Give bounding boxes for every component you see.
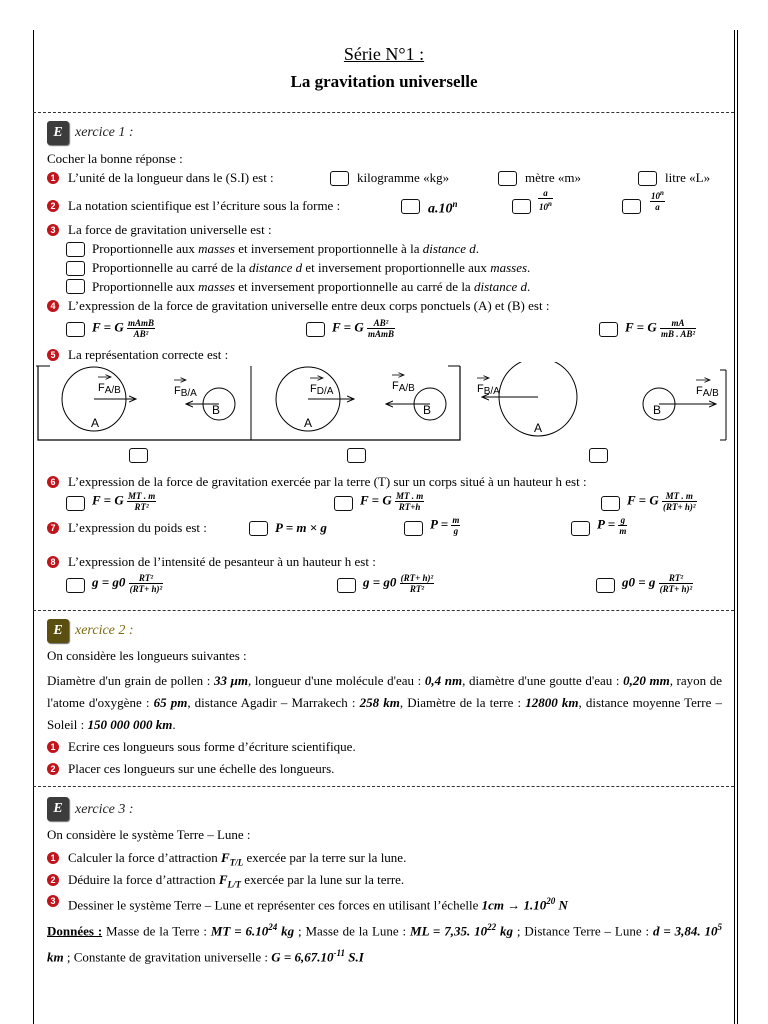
ex3-q2-text: Déduire la force d’attraction $F_{L/T}$ exercée par la lune sur la terre. bbox=[68, 872, 405, 890]
q4-option-3-checkbox[interactable] bbox=[599, 322, 618, 337]
q6-option-3-checkbox[interactable] bbox=[601, 496, 620, 511]
question-number: 1 bbox=[47, 852, 59, 864]
question-number: 4 bbox=[47, 300, 59, 312]
q1-option-2-checkbox[interactable] bbox=[498, 171, 517, 186]
q2-option-2-formula: $\frac{a}{10^n}$ bbox=[539, 188, 552, 212]
q1-option-1-checkbox[interactable] bbox=[330, 171, 349, 186]
q6-option-1-formula: F = G $\frac{MT . m}{\text{RT²}}$ bbox=[92, 491, 156, 512]
q3-option-2-label: Proportionnelle au carré de la distance d et inversement proportionnelle aux masses. bbox=[92, 260, 531, 275]
q4-option-1-formula: F = G $\frac{\text{mAmB}}{\text{AB²}}$ bbox=[92, 318, 154, 339]
q4-option-2-checkbox[interactable] bbox=[306, 322, 325, 337]
d2-force-b: FA/B bbox=[392, 380, 415, 394]
q3-option-3-label: Proportionnelle aux masses et inversement proportionnelle au carré de la distance d. bbox=[92, 279, 531, 294]
q2-option-3-checkbox[interactable] bbox=[622, 199, 641, 214]
d1-force-a: FA/B bbox=[98, 382, 121, 396]
series-title: Série N°1 : bbox=[343, 44, 425, 64]
q5-option-1-checkbox[interactable] bbox=[129, 448, 148, 463]
q4-text: L’expression de la force de gravitation universelle entre deux corps ponctuels (A) et (B) est : bbox=[68, 298, 550, 313]
d1-force-b: FB/A bbox=[174, 385, 197, 399]
question-number: 6 bbox=[47, 476, 59, 488]
right-border-double bbox=[737, 30, 738, 1024]
question-number: 2 bbox=[47, 200, 59, 212]
q8-option-3-checkbox[interactable] bbox=[596, 578, 615, 593]
q8-text: L’expression de l’intensité de pesanteur à un hauteur h est : bbox=[68, 554, 376, 569]
q3-option-3-checkbox[interactable] bbox=[66, 279, 85, 294]
q7-option-3-checkbox[interactable] bbox=[571, 521, 590, 536]
exercise-1-intro: Cocher la bonne réponse : bbox=[47, 151, 183, 166]
q8-option-1-formula: g = g0 $\frac{\text{RT²}}{\text{(RT+ h)²}}$ bbox=[92, 573, 163, 594]
q7-option-2-checkbox[interactable] bbox=[404, 521, 423, 536]
q6-option-2-checkbox[interactable] bbox=[334, 496, 353, 511]
q5-diagrams bbox=[36, 362, 736, 446]
section-divider bbox=[33, 112, 734, 113]
ex3-q1-text: Calculer la force d’attraction $F_{T/L}$ exercée par la terre sur la lune. bbox=[68, 850, 407, 868]
d1-body-a: A bbox=[91, 416, 100, 430]
diagram-2 bbox=[276, 367, 446, 431]
exercise-1-badge: E bbox=[47, 121, 69, 145]
question-number: 1 bbox=[47, 741, 59, 753]
q6-option-1-checkbox[interactable] bbox=[66, 496, 85, 511]
q6-option-3-formula: F = G $\frac{MT . m}{\text{(RT+ h)²}}$ bbox=[627, 491, 696, 512]
d3-body-b: B bbox=[653, 403, 662, 417]
ex3-data-paragraph: Données : Masse de la Terre : MT = $6.10^{24}$ kg ; Masse de la Lune : ML = 7,35. $10^{22}$ kg ; Distance Terre – Lune : d = 3,84. $10^5$ km ; Constante de gravitation universelle : $G = 6,67.10^{-11}$ S.I bbox=[47, 922, 723, 965]
question-number: 7 bbox=[47, 522, 59, 534]
question-number: 2 bbox=[47, 763, 59, 775]
exercise-3-label: xercice 3 : bbox=[75, 802, 134, 817]
q4-option-1-checkbox[interactable] bbox=[66, 322, 85, 337]
q1-text: L’unité de la longueur dans le (S.I) est : bbox=[68, 170, 274, 185]
q3-option-1-checkbox[interactable] bbox=[66, 242, 85, 257]
q2-option-2-checkbox[interactable] bbox=[512, 199, 531, 214]
exercise-3-badge: E bbox=[47, 797, 69, 821]
q2-option-1-checkbox[interactable] bbox=[401, 199, 420, 214]
q6-option-2-formula: F = G $\frac{MT . m}{RT+h}$ bbox=[360, 491, 424, 512]
question-number: 8 bbox=[47, 556, 59, 568]
q1-option-3-label: litre «L» bbox=[665, 170, 711, 185]
q8-option-2-formula: g = g0 $\frac{\text{(RT+ h)²}}{\text{RT²}}$ bbox=[363, 573, 434, 594]
q3-option-2-checkbox[interactable] bbox=[66, 261, 85, 276]
d2-body-b: B bbox=[423, 403, 432, 417]
q3-option-1-label: Proportionnelle aux masses et inversement proportionnelle à la distance d. bbox=[92, 241, 480, 256]
exercise-2-lengths-paragraph: Diamètre d'un grain de pollen : 33 μm, longueur d'une molécule d'eau : 0,4 nm, diamètre d'une goutte d'eau : 0,20 mm, rayon de l'atome d'oxygène : 65 pm, distance Agadir – Marrakech : 258 km, Diamètre de la terre : 12800 km, distance moyenne Terre – Soleil : 150 000 000 km. bbox=[47, 673, 723, 732]
exercise-3-intro: On considère le système Terre – Lune : bbox=[47, 827, 251, 842]
q4-option-2-formula: F = G $\frac{\text{AB²}}{\text{mAmB}}$ bbox=[332, 318, 394, 339]
series-subtitle: La gravitation universelle bbox=[290, 72, 478, 91]
question-number: 2 bbox=[47, 874, 59, 886]
q1-option-1-label: kilogramme «kg» bbox=[357, 170, 450, 185]
exercise-2-badge: E bbox=[47, 619, 69, 643]
q7-text: L’expression du poids est : bbox=[68, 520, 207, 535]
q8-option-3-formula: g0 = g $\frac{\text{RT²}}{\text{(RT+ h)²}}$ bbox=[622, 573, 693, 594]
q2-option-1-formula: a.10$^n$ bbox=[428, 199, 458, 217]
q5-text: La représentation correcte est : bbox=[68, 347, 229, 362]
section-divider bbox=[33, 786, 734, 787]
q7-option-3-formula: P = $\frac{g}{m}$ bbox=[597, 515, 627, 536]
d3-body-a: A bbox=[534, 421, 543, 435]
d2-body-a: A bbox=[304, 416, 313, 430]
right-border bbox=[734, 30, 735, 1024]
q5-option-3-checkbox[interactable] bbox=[589, 448, 608, 463]
question-number: 5 bbox=[47, 349, 59, 361]
q7-option-1-formula: P = m × g bbox=[275, 520, 327, 535]
d3-force-a: FB/A bbox=[477, 383, 500, 397]
ex2-q1-text: Ecrire ces longueurs sous forme d’écriture scientifique. bbox=[68, 739, 356, 754]
exercise-1-label: xercice 1 : bbox=[75, 125, 134, 140]
d2-force-a: FD/A bbox=[310, 383, 334, 397]
section-divider bbox=[33, 610, 734, 611]
q1-option-3-checkbox[interactable] bbox=[638, 171, 657, 186]
q8-option-2-checkbox[interactable] bbox=[337, 578, 356, 593]
q3-text: La force de gravitation universelle est : bbox=[68, 222, 272, 237]
ex2-q2-text: Placer ces longueurs sur une échelle des longueurs. bbox=[68, 761, 335, 776]
q8-option-1-checkbox[interactable] bbox=[66, 578, 85, 593]
d3-force-b: FA/B bbox=[696, 385, 719, 399]
question-number: 1 bbox=[47, 172, 59, 184]
q5-option-2-checkbox[interactable] bbox=[347, 448, 366, 463]
q7-option-2-formula: P = $\frac{m}{g}$ bbox=[430, 515, 460, 536]
q2-text: La notation scientifique est l’écriture sous la forme : bbox=[68, 198, 341, 213]
d1-body-b: B bbox=[212, 403, 221, 417]
q4-option-3-formula: F = G $\frac{mA}{\text{mB . AB²}}$ bbox=[625, 318, 696, 339]
question-number: 3 bbox=[47, 895, 59, 907]
q2-option-3-formula: $\frac{10^n}{a}$ bbox=[651, 189, 664, 212]
q6-text: L’expression de la force de gravitation exercée par la terre (T) sur un corps situé à un hauteur h est : bbox=[68, 474, 587, 489]
ex3-q3-text: Dessiner le système Terre – Lune et représenter ces forces en utilisant l’échelle $1cm \to 1.10^{20}$ N bbox=[68, 896, 568, 913]
diagram-1 bbox=[62, 367, 235, 431]
left-border bbox=[33, 30, 34, 1024]
q1-option-2-label: mètre «m» bbox=[525, 170, 581, 185]
question-number: 3 bbox=[47, 224, 59, 236]
exercise-2-intro: On considère les longueurs suivantes : bbox=[47, 648, 247, 663]
diagram-3 bbox=[477, 362, 719, 436]
exercise-2-label: xercice 2 : bbox=[75, 623, 134, 638]
q7-option-1-checkbox[interactable] bbox=[249, 521, 268, 536]
